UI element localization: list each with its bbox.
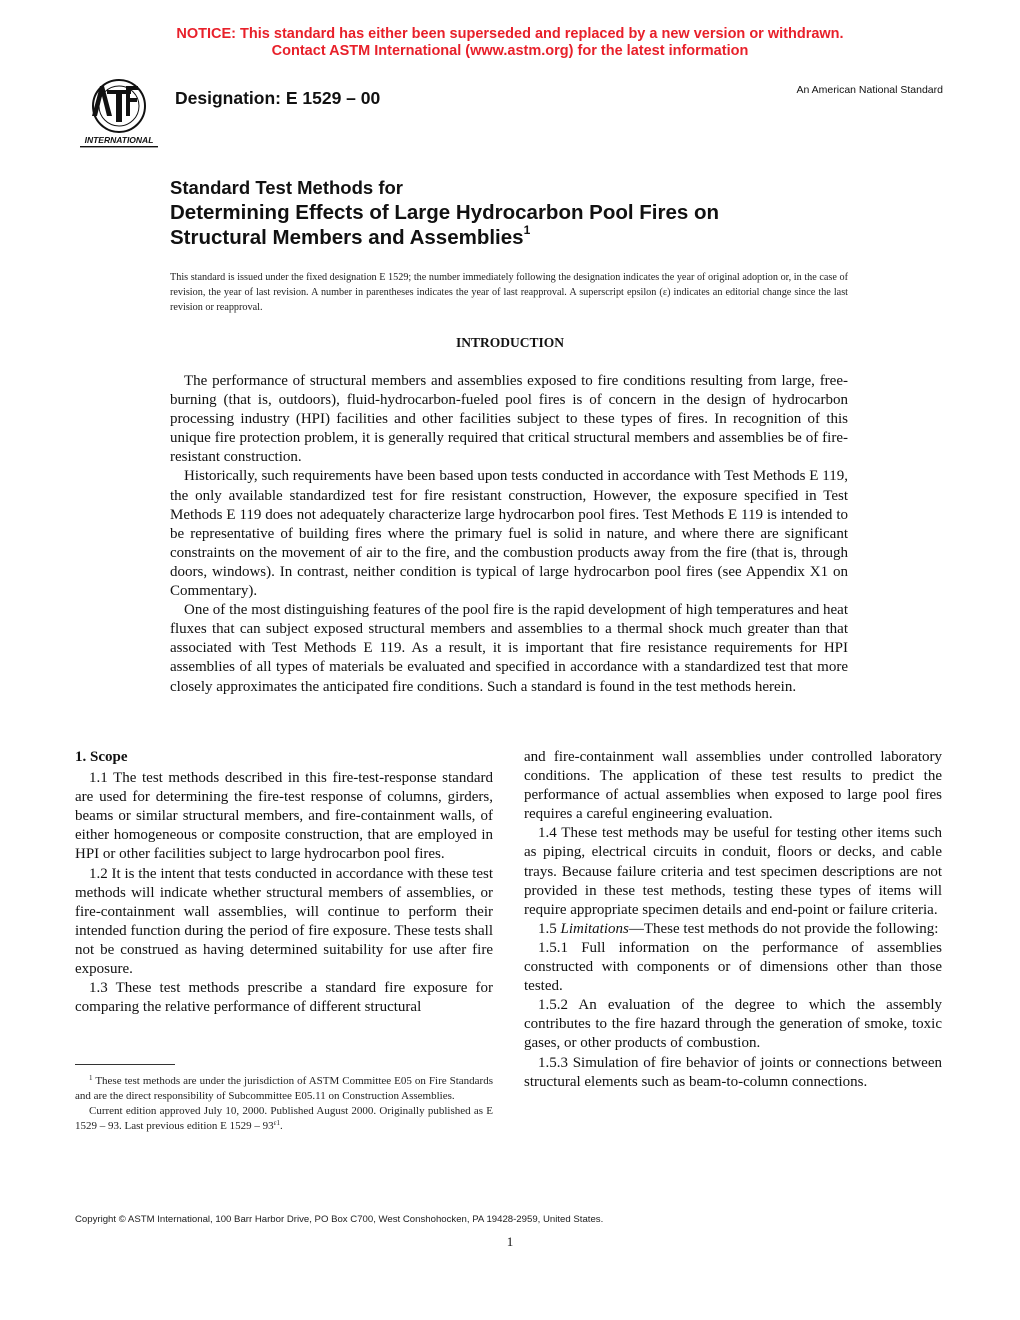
intro-paragraph: One of the most distinguishing features of the pool fire is the rapid development of high temperatures and heat fluxes that can subject exposed structural members and assemblies to a thermal shock much greater than that associated with Test Methods E 119. As a result, it is important that fire resistance requirements for HPI assemblies of all types of materials be evaluated and specified in accordance with a standardized test that more closely approximates the anticipated fire conditions. Such a standard is found in the test methods herein. [170,602,848,695]
title-line-1: Standard Test Methods for [170,177,403,198]
footnote [75,1074,493,1134]
title-line-2: Determining Effects of Large Hydrocarbon Pool Fires on [170,201,720,224]
footnote-mark: 1 [89,1074,93,1082]
page-number: 1 [506,1234,514,1249]
introduction-heading: INTRODUCTION [455,335,564,350]
american-national-standard: An American National Standard [796,84,943,96]
document-title [170,176,719,250]
section-1-5-label: Limitations [560,920,629,937]
section-1-3: 1.3 These test methods prescribe a standard fire exposure for comparing the relative performance of different structural [75,980,493,1016]
footnote-rule [75,1064,175,1065]
issued-note: This standard is issued under the fixed designation E 1529; the number immediately following the designation indicates the year of original adoption or, in the case of revision, the year of last revision. A number in parentheses indicates the year of last reapproval. A superscript epsilon (ε) indicates an editorial change since the last revision or reapproval. [170,272,848,313]
right-column [524,748,942,1092]
section-1-1: 1.1 The test methods described in this fire-test-response standard are used for determining the fire-test response of columns, girders, beams or similar structural members, and fire-containment walls, of either homogeneous or composite construction, that are employed in HPI or other facilities subject to large hydrocarbon pool fires. [75,770,493,863]
section-1-5-text: —These test methods do not provide the following: [628,920,939,937]
introduction-body [170,372,848,697]
footnote-text-2: Current edition approved July 10, 2000. Published August 2000. Originally published as E 1529 – 93. Last previous edition E 1529 – 93 [75,1105,493,1132]
scope-heading: 1. Scope [75,749,128,765]
section-1-3-continued: and fire-containment wall assemblies under controlled laboratory conditions. The application of these test results to predict the performance of actual assemblies when exposed to large pool fires requires a careful engineering evaluation. [524,749,942,823]
footnote-period: . [280,1120,283,1132]
designation: Designation: E 1529 – 00 [175,88,381,108]
intro-paragraph: The performance of structural members and assemblies exposed to fire conditions resulting from large, free-burning (that is, outdoors), fluid-hydrocarbon-fueled pool fires is of concern in the design of hydrocarbon processing industry (HPI) facilities and other facilities subject to these types of fires. In recognition of this unique fire protection problem, it is generally required that critical structural members and assemblies be of fire-resistant construction. [170,373,848,466]
intro-paragraph: Historically, such requirements have been based upon tests conducted in accordance with Test Methods E 119, the only available standardized test for fire resistant construction, However, the exposure specified in Test Methods E 119 does not adequately characterize large hydrocarbon pool fires. Test Methods E 119 is intended to be representative of building fires where the primary fuel is solid in nature, and where there are significant constraints on the movement of air to the fire, and the combustion products away from the fire (that is, through doors, windows). In contrast, neither condition is typical of large hydrocarbon pool fires (see Appendix X1 on Commentary). [170,468,848,600]
section-1-5-3: 1.5.3 Simulation of fire behavior of joints or connections between structural elements such as beam-to-column connections. [524,1054,942,1090]
section-1-5-1: 1.5.1 Full information on the performance of assemblies constructed with components or of dimensions other than those tested. [524,939,942,995]
logo-international-text: INTERNATIONAL [84,135,154,145]
footnote-text-1: These test methods are under the jurisdiction of ASTM Committee E05 on Fire Standards and are the direct responsibility of Subcommittee E05.11 on Construction Assemblies. [75,1075,493,1102]
supersede-notice [0,26,1020,60]
title-line-3: Structural Members and Assemblies [170,226,524,249]
section-1-5-number: 1.5 [538,920,557,937]
section-1-5 [524,920,942,939]
section-1-4: 1.4 These test methods may be useful for testing other items such as piping, electrical circuits in conduit, floors or decks, and cable trays. Because failure criteria and test specimen descriptions are not provided in these test methods, testing these types of items will require appropriate specimen details and end-point or failure criteria. [524,825,942,918]
notice-line-2: Contact ASTM International (www.astm.org) for the latest information [271,43,749,59]
section-1-2: 1.2 It is the intent that tests conducted in accordance with these test methods will indicate whether structural members of assemblies, or fire-containment wall assemblies, will continue to perform their intended function during the period of fire exposure. These tests shall not be construed as having determined suitability for use after fire exposure. [75,865,493,978]
section-1-5-2: 1.5.2 An evaluation of the degree to which the assembly contributes to the fire hazard through the generation of smoke, toxic gases, or other products of combustion. [524,997,942,1052]
left-column [75,748,493,1017]
title-footnote-mark: 1 [523,223,531,237]
footnote-epsilon: ε1 [273,1119,281,1127]
notice-line-1: NOTICE: This standard has either been superseded and replaced by a new version or withdrawn. [176,26,844,42]
copyright: Copyright © ASTM International, 100 Barr Harbor Drive, PO Box C700, West Conshohocken, PA 19428-2959, United States. [75,1214,604,1225]
astm-logo [74,76,164,150]
